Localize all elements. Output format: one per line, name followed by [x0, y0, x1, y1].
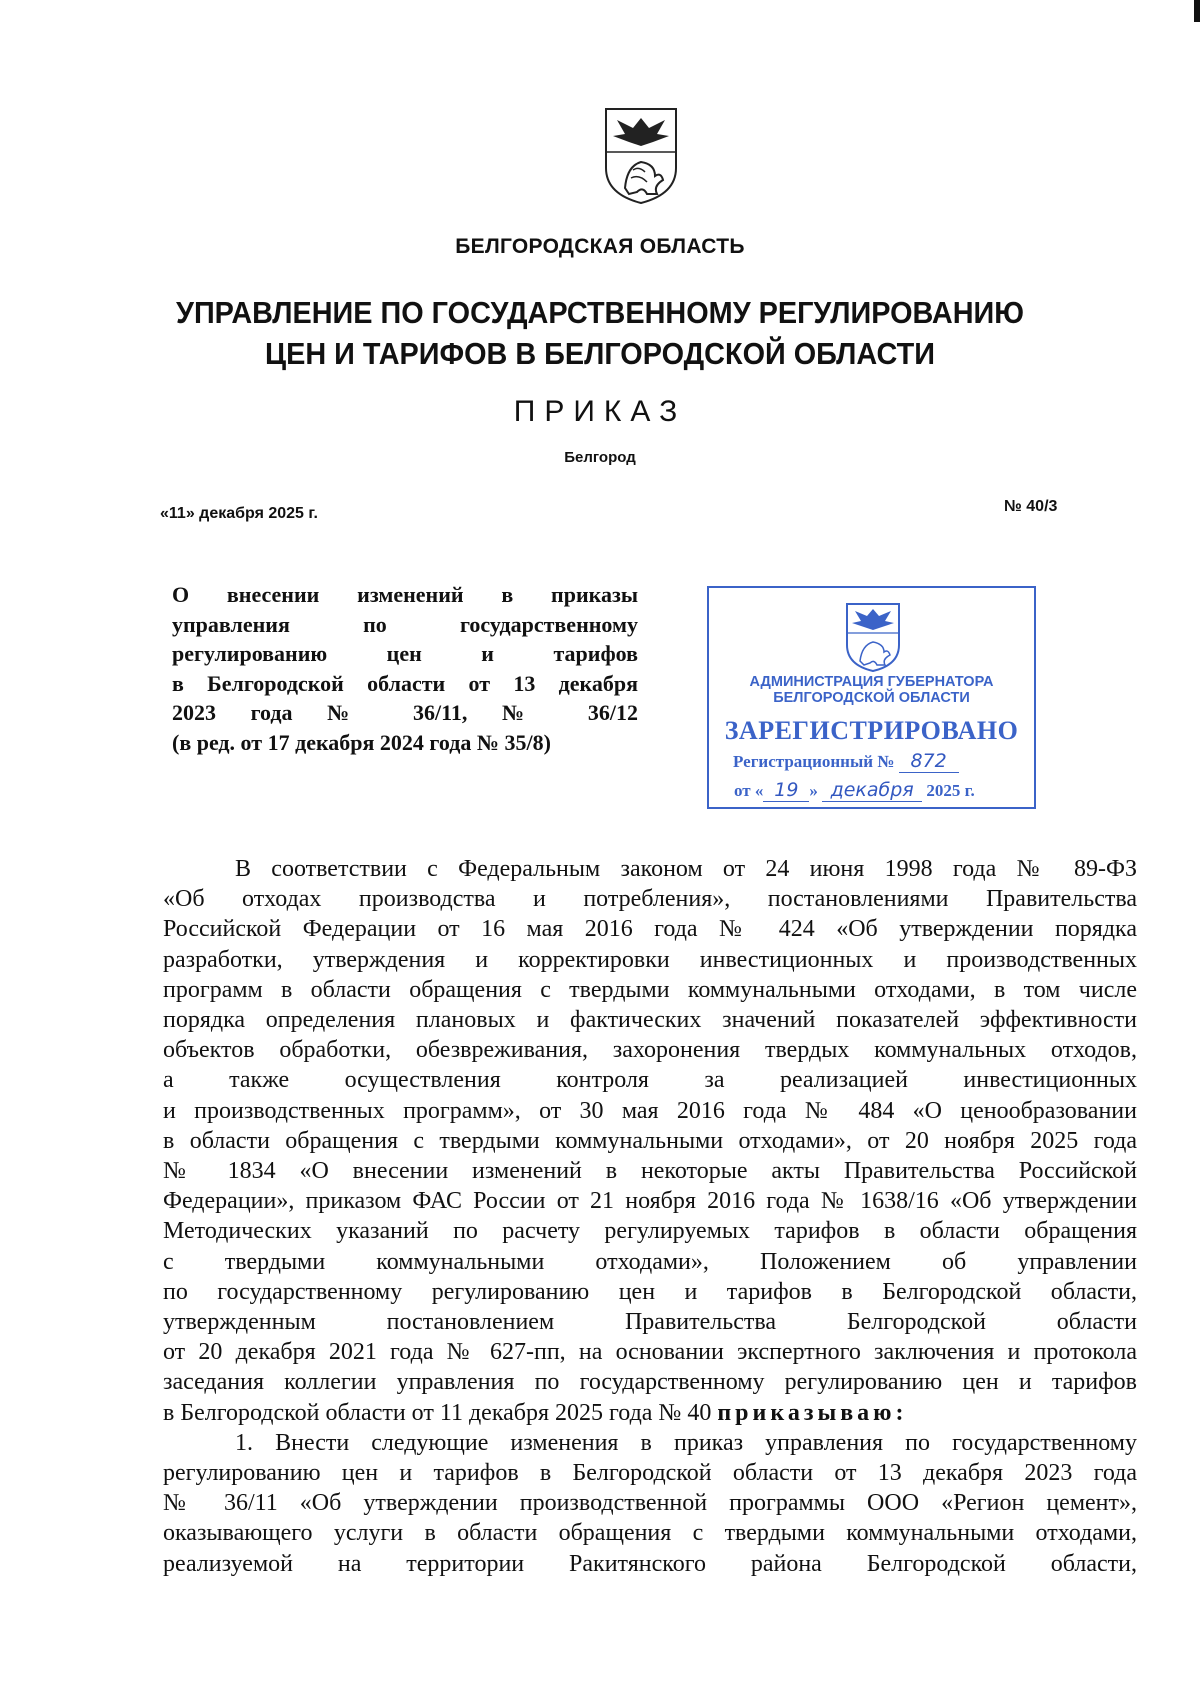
stamp-issuer — [709, 674, 1034, 706]
body-line: от 20 декабря 2021 года № 627-пп, на основании экспертного заключения и протокола — [163, 1339, 1137, 1366]
subject-line: 2023 года № 36/11, № 36/12 — [172, 700, 638, 725]
stamp-date-row — [734, 779, 975, 802]
body-line: разработки, утверждения и корректировки инвестиционных и производственных — [163, 946, 1137, 973]
registration-stamp — [707, 586, 1036, 809]
body-line: программ в области обращения с твердыми коммунальными отходами, в том числе — [163, 976, 1137, 1003]
coat-of-arms-icon — [603, 106, 679, 206]
order-subject — [172, 580, 638, 757]
order-body — [163, 854, 1137, 1579]
body-line: оказывающего услуги в области обращения с твердыми коммунальными отходами, — [163, 1520, 1137, 1547]
body-line: реализуемой на территории Ракитянского района Белгородской области, — [163, 1550, 1137, 1577]
stamp-date-prefix: от « — [734, 781, 764, 800]
agency-title-line: УПРАВЛЕНИЕ ПО ГОСУДАРСТВЕННОМУ РЕГУЛИРОВАНИЮ — [176, 295, 1024, 330]
stamp-day-field — [763, 779, 809, 802]
stamp-reg-number-row — [733, 750, 959, 773]
stamp-reg-label: Регистрационный № — [733, 752, 895, 771]
body-line: и производственных программ», от 30 мая 2016 года № 484 «О ценообразовании — [163, 1097, 1137, 1124]
body-line: в области обращения с твердыми коммунальными отходами», от 20 ноября 2025 года — [163, 1127, 1137, 1154]
stamp-issuer-line: АДМИНИСТРАЦИЯ ГУБЕРНАТОРА — [749, 674, 994, 690]
city: Белгород — [564, 449, 636, 466]
order-number: № 40/3 — [1004, 498, 1058, 515]
scan-edge-mark — [1194, 0, 1200, 22]
stamp-month-field — [822, 779, 922, 802]
stamp-month: декабря — [830, 779, 914, 801]
stamp-reg-number-field — [899, 750, 959, 773]
subject-line: в Белгородской области от 13 декабря — [172, 670, 638, 696]
body-line: В соответствии с Федеральным законом от 24 июня 1998 года № 89-ФЗ — [235, 856, 1137, 882]
subject-line: управления по государственному — [172, 611, 638, 637]
stamp-year: 2025 — [926, 781, 961, 800]
body-line: порядка определения плановых и фактических значений показателей эффективности — [163, 1007, 1137, 1034]
document-type: ПРИКАЗ — [513, 395, 687, 428]
stamp-issuer-line: БЕЛГОРОДСКОЙ ОБЛАСТИ — [773, 690, 970, 706]
region-title: БЕЛГОРОДСКАЯ ОБЛАСТЬ — [455, 235, 745, 258]
body-line-final — [163, 1398, 1137, 1428]
body-line: с твердыми коммунальными отходами», Положением об управлении — [163, 1248, 1137, 1275]
body-line: Методических указаний по расчету регулируемых тарифов в области обращения — [163, 1218, 1137, 1245]
body-line: № 1834 «О внесении изменений в некоторые акты Правительства Российской — [163, 1158, 1137, 1185]
agency-title-line: ЦЕН И ТАРИФОВ В БЕЛГОРОДСКОЙ ОБЛАСТИ — [265, 336, 935, 371]
body-line: утвержденным постановлением Правительства Белгородской области — [163, 1309, 1137, 1336]
body-line-text: в Белгородской области от 11 декабря 2025 года № 40 — [163, 1399, 712, 1426]
stamp-date-suffix: г. — [964, 781, 975, 800]
body-line: объектов обработки, обезвреживания, захоронения твердых коммунальных отходов, — [163, 1037, 1137, 1064]
subject-line: регулированию цен и тарифов — [172, 641, 638, 666]
body-line: по государственному регулированию цен и тарифов в Белгородской области, — [163, 1278, 1137, 1305]
body-line: заседания коллегии управления по государственному регулированию цен и тарифов — [163, 1369, 1137, 1396]
agency-title — [42, 292, 1158, 374]
body-line: а также осуществления контроля за реализацией инвестиционных — [163, 1067, 1137, 1094]
stamp-reg-number: 872 — [910, 750, 947, 772]
body-line: «Об отходах производства и потребления», постановлениями Правительства — [163, 886, 1137, 913]
body-line: № 36/11 «Об утверждении производственной программы ООО «Регион цемент», — [163, 1490, 1137, 1517]
stamp-day: 19 — [774, 779, 799, 801]
stamp-emblem-icon — [844, 601, 902, 673]
body-line: Федерации», приказом ФАС России от 21 ноября 2016 года № 1638/16 «Об утверждении — [163, 1188, 1137, 1215]
subject-line: О внесении изменений в приказы — [172, 582, 638, 607]
subject-line: (в ред. от 17 декабря 2024 года № 35/8) — [172, 729, 551, 755]
stamp-registered-label: ЗАРЕГИСТРИРОВАНО — [724, 716, 1019, 745]
order-verb: приказываю: — [717, 1399, 908, 1426]
body-line: регулированию цен и тарифов в Белгородской области от 13 декабря 2023 года — [163, 1460, 1137, 1487]
body-line: 1. Внести следующие изменения в приказ управления по государственному — [235, 1429, 1137, 1456]
stamp-date-mid: » — [809, 781, 818, 800]
body-line: Российской Федерации от 16 мая 2016 года № 424 «Об утверждении порядка — [163, 916, 1137, 943]
order-date: «11» декабря 2025 г. — [160, 505, 318, 522]
